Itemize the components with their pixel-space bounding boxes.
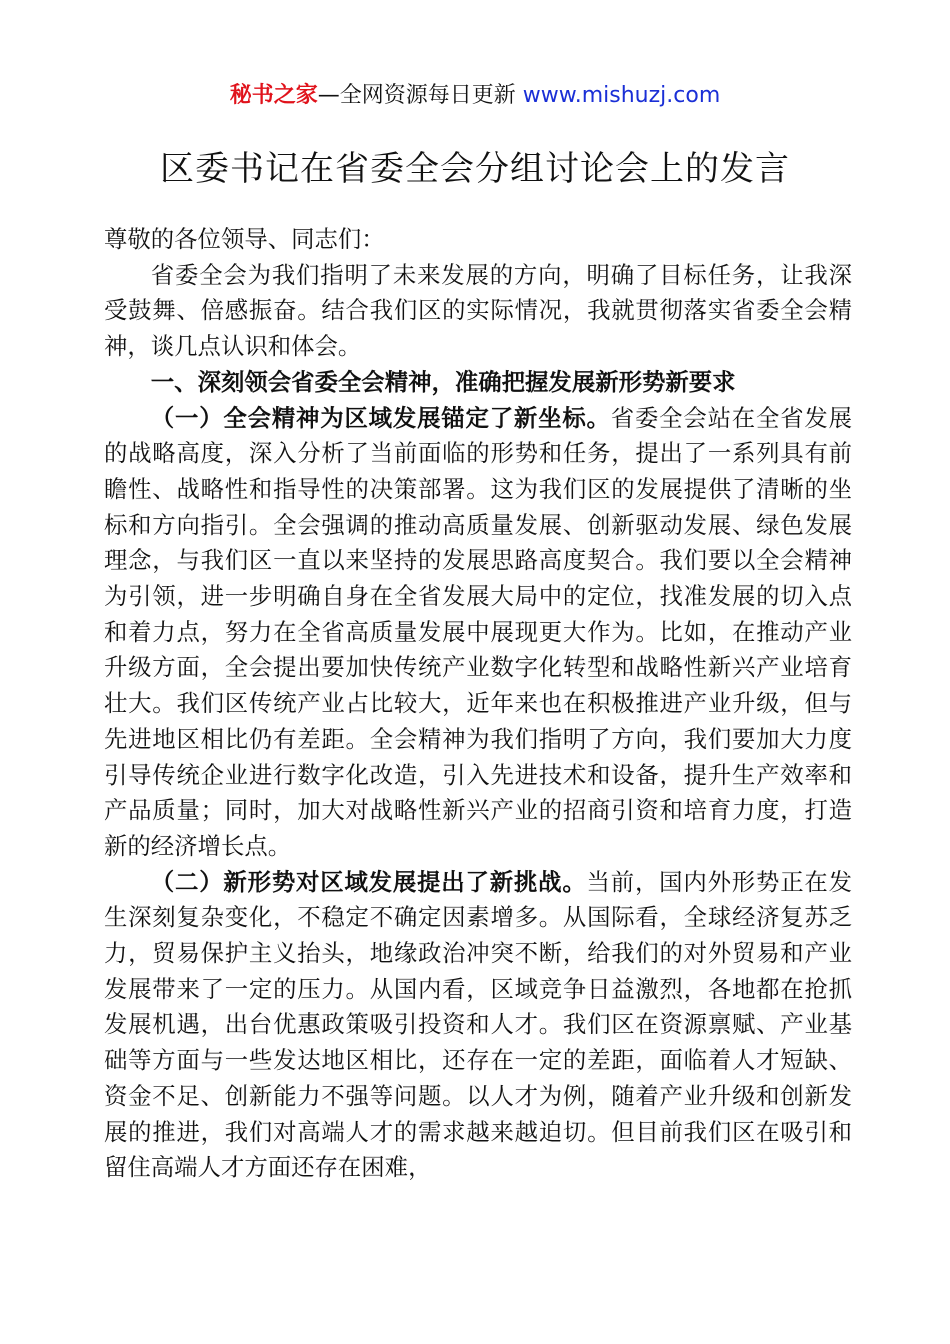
site-url-link[interactable]: www.mishuzj.com — [522, 83, 721, 108]
site-header — [0, 80, 950, 112]
document-body — [104, 222, 852, 1186]
subsection-lead-2: （二）新形势对区域发展提出了新挑战。 — [150, 867, 587, 896]
header-tagline: —全网资源每日更新 — [317, 83, 516, 108]
salutation: 尊敬的各位领导、同志们： — [104, 225, 385, 253]
document-title: 区委书记在省委全会分组讨论会上的发言 — [160, 149, 790, 189]
subsection-text-1: 省委全会站在全省发展的战略高度，深入分析了当前面临的形势和任务，提出了一系列具有前瞻性、战略性和指导性的决策部署。这为我们区的发展提供了清晰的坐标和方向指引。全会强调的推动高质量发展、创新驱动发展、绿色发展理念，与我们区一直以来坚持的发展思路高度契合。我们要以全会精神为引领，进一步明确自身在全省发展大局中的定位，找准发展的切入点和着力点，努力在全省高质量发展中展现更大作为。比如，在推动产业升级方面，全会提出要加快传统产业数字化转型和战略性新兴产业培育壮大。我们区传统产业占比较大，近年来也在积极推进产业升级，但与先进地区相比仍有差距。全会精神为我们指明了方向，我们要加大力度引导传统企业进行数字化改造，引入先进技术和设备，提升生产效率和产品质量；同时，加大对战略性新兴产业的招商引资和培育力度，打造新的经济增长点。 — [104, 403, 853, 860]
brand-name: 秘书之家 — [229, 83, 318, 108]
subsection-text-2: 当前，国内外形势正在发生深刻复杂变化，不稳定不确定因素增多。从国际看，全球经济复苏乏力，贸易保护主义抬头，地缘政治冲突不断，给我们的对外贸易和产业发展带来了一定的压力。从国内看，区域竞争日益激烈，各地都在抢抓发展机遇，出台优惠政策吸引投资和人才。我们区在资源禀赋、产业基础等方面与一些发达地区相比，还存在一定的差距，面临着人才短缺、资金不足、创新能力不强等问题。以人才为例，随着产业升级和创新发展的推进，我们对高端人才的需求越来越迫切。但目前我们区在吸引和留住高端人才方面还存在困难， — [104, 867, 853, 1182]
subsection-paragraph-2 — [104, 865, 852, 1186]
subsection-paragraph-1 — [104, 401, 852, 865]
subsection-lead-1: （一）全会精神为区域发展锚定了新坐标。 — [150, 403, 611, 432]
intro-paragraph: 省委全会为我们指明了未来发展的方向，明确了目标任务，让我深受鼓舞、倍感振奋。结合我们区的实际情况，我就贯彻落实省委全会精神，谈几点认识和体会。 — [104, 260, 852, 361]
section-heading-1: 一、深刻领会省委全会精神，准确把握发展新形势新要求 — [150, 367, 736, 396]
